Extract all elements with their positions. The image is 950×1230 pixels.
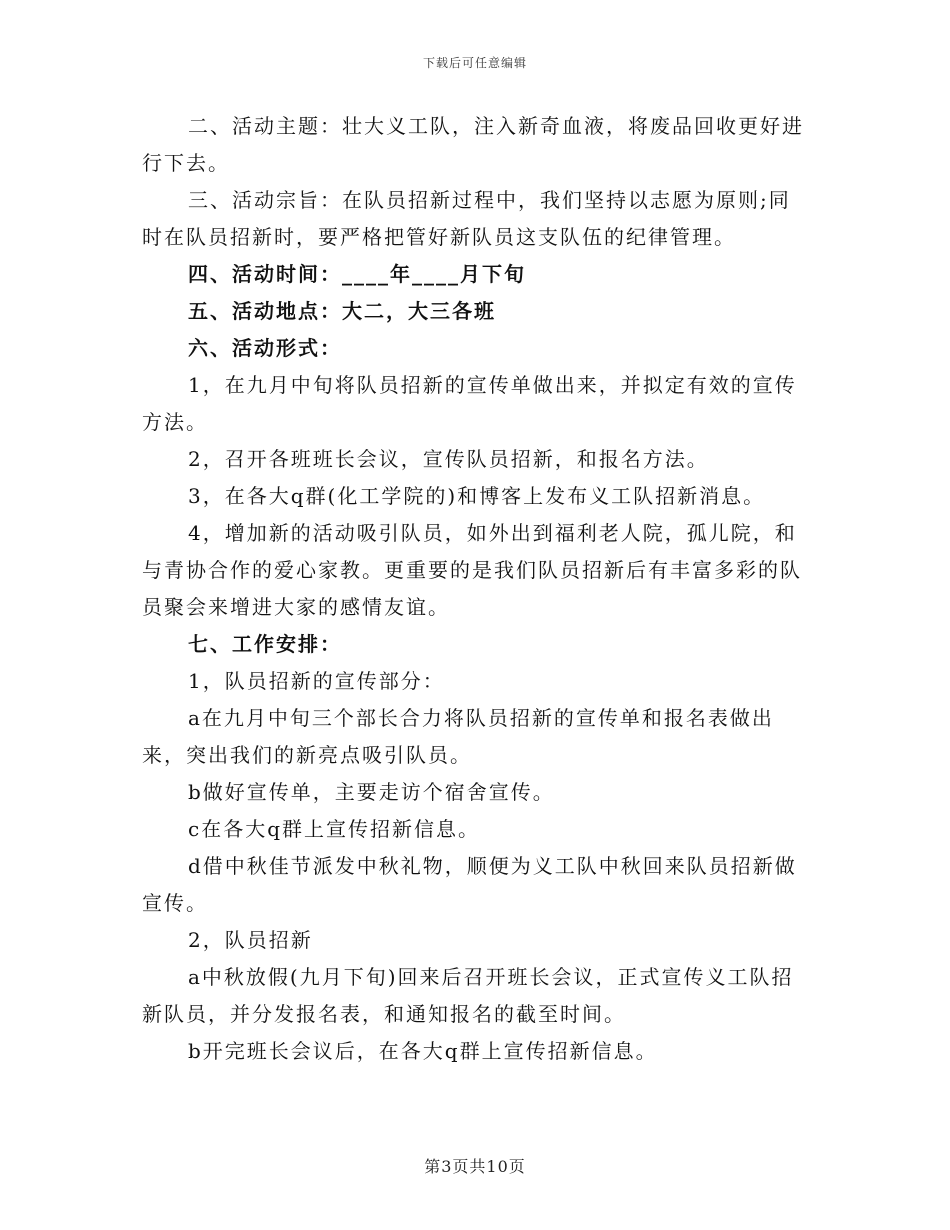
paragraph: b做好宣传单，主要走访个宿舍宣传。 <box>188 780 555 804</box>
paragraph: 1，在九月中旬将队员招新的宣传单做出来，并拟定有效的宣传方法。 <box>142 373 797 434</box>
paragraph: c在各大q群上宣传招新信息。 <box>188 817 481 841</box>
section-heading: 六、活动形式： <box>188 336 342 360</box>
paragraph: b开完班长会议后，在各大q群上宣传招新信息。 <box>188 1039 658 1063</box>
paragraph: 三、活动宗旨：在队员招新过程中，我们坚持以志愿为原则;同时在队员招新时，要严格把管好新队员这支队伍的纪律管理。 <box>142 188 791 249</box>
paragraph: 4，增加新的活动吸引队员，如外出到福利老人院，孤儿院，和与青协合作的爱心家教。更重要的是我们队员招新后有丰富多彩的队员聚会来增进大家的感情友谊。 <box>142 521 802 619</box>
paragraph: a在九月中旬三个部长合力将队员招新的宣传单和报名表做出来，突出我们的新亮点吸引队员。 <box>142 706 774 767</box>
paragraph: a中秋放假(九月下旬)回来后召开班长会议，正式宣传义工队招新队员，并分发报名表，和通知报名的截至时间。 <box>142 965 794 1026</box>
section-heading: 五、活动地点：大二，大三各班 <box>188 299 496 323</box>
page-header: 下载后可任意编辑 <box>422 56 527 70</box>
document-body <box>142 108 812 1070</box>
paragraph: 3，在各大q群(化工学院的)和博客上发布义工队招新消息。 <box>188 484 766 508</box>
paragraph: d借中秋佳节派发中秋礼物，顺便为义工队中秋回来队员招新做宣传。 <box>142 854 797 915</box>
paragraph: 2，队员招新 <box>188 928 313 952</box>
page-footer: 第3页共10页 <box>424 1157 526 1176</box>
paragraph: 1，队员招新的宣传部分： <box>188 669 445 693</box>
paragraph: 二、活动主题：壮大义工队，注入新奇血液，将废品回收更好进行下去。 <box>142 114 804 175</box>
paragraph: 2，召开各班班长会议，宣传队员招新，和报名方法。 <box>188 447 709 471</box>
section-heading: 四、活动时间：____年____月下旬 <box>188 262 526 286</box>
section-heading: 七、工作安排： <box>188 632 342 656</box>
